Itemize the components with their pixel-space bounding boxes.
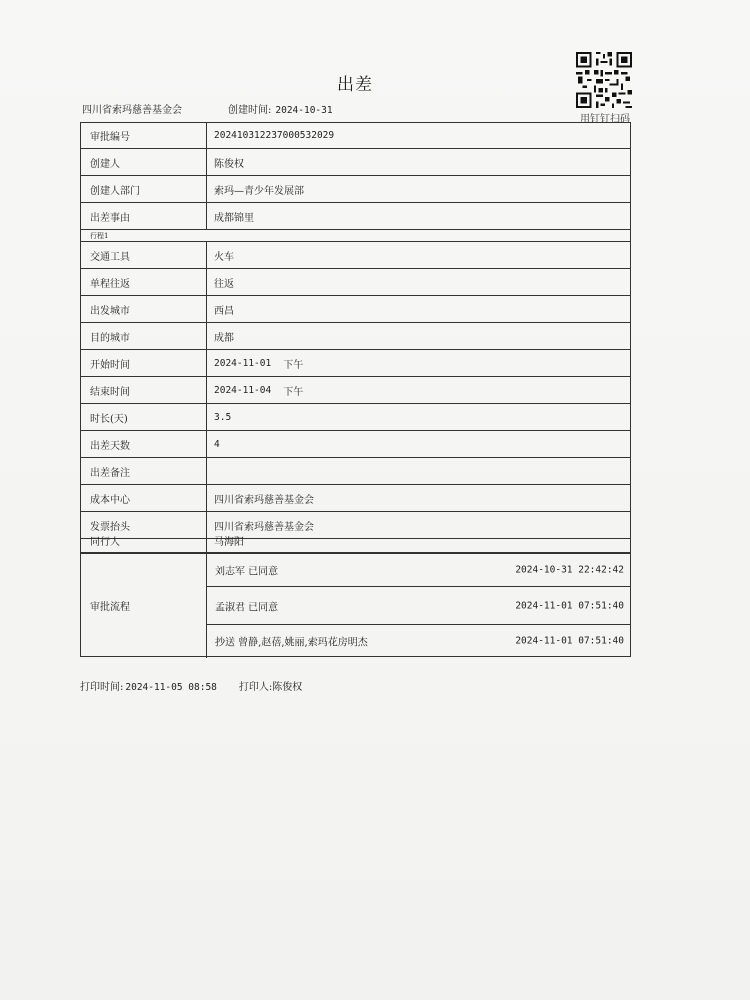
field-label: 出差备注 — [81, 458, 207, 484]
print-footer — [80, 678, 302, 693]
approval-flow-label: 审批流程 — [81, 553, 207, 658]
reason-value: 成都锦里 — [214, 212, 254, 224]
round-trip-value: 往返 — [214, 278, 234, 290]
field-label: 创建人 — [81, 149, 207, 175]
start-time-value — [214, 350, 303, 376]
end-period: 下午 — [283, 386, 304, 398]
companions-value: 马海阳 — [214, 536, 244, 548]
table-row — [81, 149, 630, 176]
table-row — [81, 176, 630, 203]
table-row — [81, 123, 630, 149]
end-time-value — [214, 377, 303, 403]
document-title: 出差 — [337, 75, 373, 95]
table-row — [81, 269, 630, 296]
printer-label: 打印人: — [238, 682, 273, 693]
qr-code-icon[interactable] — [576, 52, 632, 108]
created-time — [228, 101, 333, 116]
table-row — [81, 242, 630, 269]
departure-city-value: 西昌 — [214, 305, 234, 317]
duration-value: 3.5 — [214, 411, 232, 423]
destination-city-value: 成都 — [214, 332, 234, 344]
table-row — [81, 527, 630, 554]
transport-value: 火车 — [214, 251, 234, 263]
approval-step-text: 抄送 曾静,赵蓓,姚丽,索玛花房明杰 — [215, 637, 368, 648]
creator-dept-value: 索玛—青少年发展部 — [214, 185, 304, 197]
field-label: 创建人部门 — [81, 176, 207, 202]
field-label: 时长(天) — [81, 404, 207, 430]
organization-name: 四川省索玛慈善基金会 — [82, 105, 182, 116]
field-label: 审批编号 — [81, 123, 207, 148]
field-label: 交通工具 — [81, 242, 207, 268]
creator-value: 陈俊权 — [214, 158, 244, 170]
table-row — [81, 377, 630, 404]
approval-step-text: 孟淑君 已同意 — [215, 602, 279, 613]
field-label: 开始时间 — [81, 350, 207, 376]
table-row — [81, 404, 630, 431]
approval-step — [207, 625, 630, 656]
field-label: 出发城市 — [81, 296, 207, 322]
approval-step — [207, 587, 630, 625]
approval-step-time: 2024-10-31 22:42:42 — [515, 564, 624, 575]
table-row — [81, 431, 630, 458]
cost-center-value: 四川省索玛慈善基金会 — [214, 494, 314, 506]
table-row — [81, 350, 630, 377]
start-period: 下午 — [283, 359, 304, 371]
field-label: 出差事由 — [81, 203, 207, 229]
approval-number-value: 202410312237000532029 — [214, 130, 335, 141]
table-row — [81, 485, 630, 512]
table-row — [81, 458, 630, 485]
start-date: 2024-11-01 — [214, 357, 272, 369]
table-row — [81, 203, 630, 230]
field-label: 成本中心 — [81, 485, 207, 511]
approval-step-time: 2024-11-01 07:51:40 — [515, 635, 624, 646]
table-row — [81, 296, 630, 323]
field-label: 目的城市 — [81, 323, 207, 349]
created-time-value: 2024-10-31 — [275, 105, 333, 116]
print-time-value: 2024-11-05 08:58 — [125, 682, 217, 693]
qr-caption: 用钉钉扫码 — [580, 114, 630, 125]
approval-step-text: 刘志军 已同意 — [215, 566, 279, 577]
invoice-title-value: 四川省索玛慈善基金会 — [214, 521, 314, 533]
end-date: 2024-11-04 — [214, 384, 272, 396]
created-time-label: 创建时间: — [228, 105, 272, 116]
approval-step — [207, 553, 630, 587]
print-time-label: 打印时间: — [80, 682, 124, 693]
field-label: 发票抬头 — [81, 512, 207, 538]
table-row — [81, 323, 630, 350]
approval-step-time: 2024-11-01 07:51:40 — [515, 600, 624, 611]
approval-form-table — [80, 122, 631, 657]
trip-section-header — [81, 230, 630, 242]
field-label: 结束时间 — [81, 377, 207, 403]
field-label: 出差天数 — [81, 431, 207, 457]
printer-value: 陈俊权 — [272, 682, 303, 693]
field-label: 单程往返 — [81, 269, 207, 295]
field-label: 同行人 — [81, 527, 207, 553]
trip-days-value: 4 — [214, 438, 220, 450]
trip-section-label: 行程1 — [90, 232, 109, 240]
